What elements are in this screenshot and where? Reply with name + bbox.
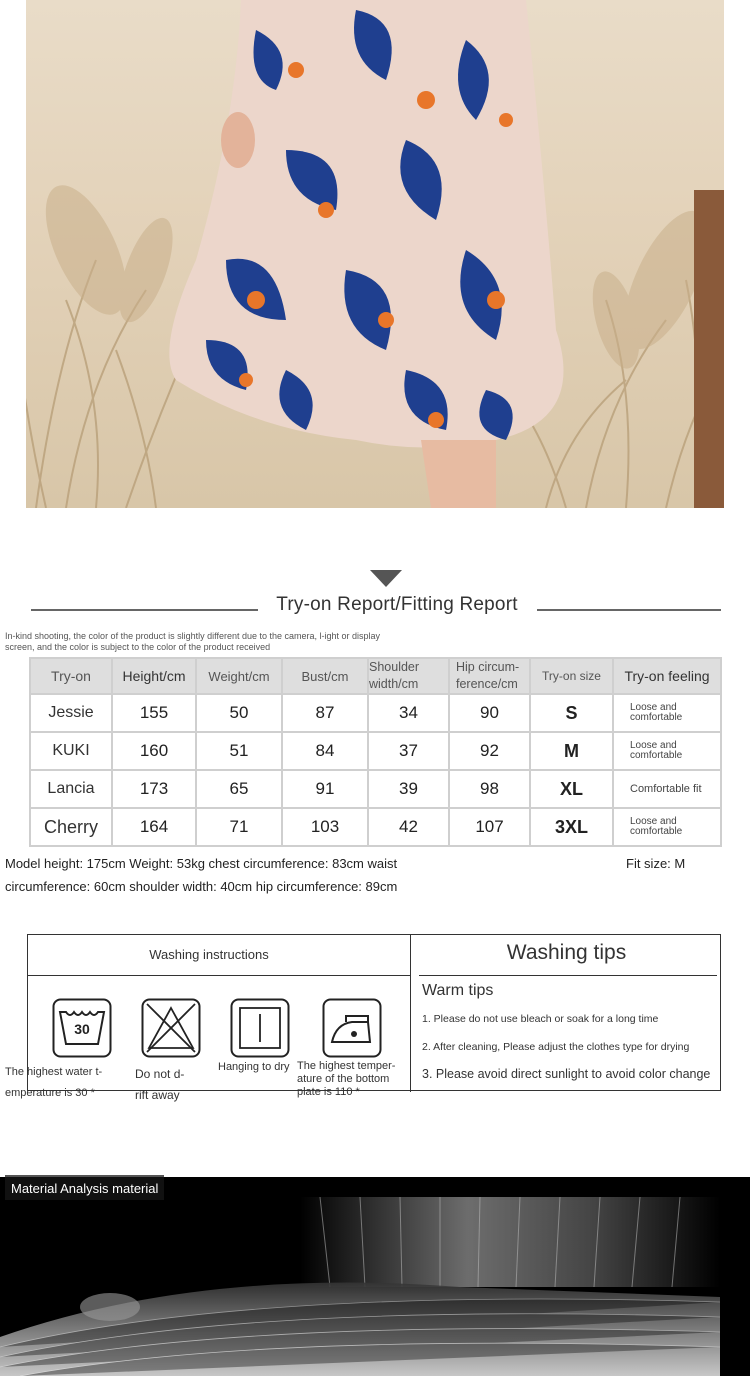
feeling-cell: Loose and comfortable bbox=[613, 732, 721, 770]
care-label bbox=[135, 1064, 184, 1106]
model-line-1: Model height: 175cm Weight: 53kg chest circumference: 83cm waist bbox=[5, 856, 398, 871]
washing-tips-title: Washing tips bbox=[506, 941, 627, 964]
bust-cell: 87 bbox=[282, 694, 368, 732]
hand bbox=[221, 112, 255, 168]
bust-cell: 103 bbox=[282, 808, 368, 846]
shoulder-cell: 39 bbox=[368, 770, 449, 808]
washing-tip: 2. After cleaning, Please adjust the clothes type for drying bbox=[422, 1041, 690, 1053]
size-cell: 3XL bbox=[530, 808, 613, 846]
hip-cell: 92 bbox=[449, 732, 530, 770]
feeling-cell: Loose and comfortable bbox=[613, 808, 721, 846]
care-label bbox=[297, 1060, 395, 1099]
column-header: Try-on bbox=[30, 658, 112, 694]
column-header: Shoulder width/cm bbox=[368, 658, 449, 694]
title-rule-right bbox=[537, 609, 721, 611]
model-line-2: circumference: 60cm shoulder width: 40cm hip circumference: 89cm bbox=[5, 879, 398, 894]
fabric-weaving-illustration bbox=[0, 1177, 750, 1376]
size-cell: XL bbox=[530, 770, 613, 808]
model-measurements bbox=[5, 852, 605, 898]
weight-cell: 51 bbox=[196, 732, 282, 770]
washing-instructions-title: Washing instructions bbox=[149, 947, 269, 962]
divider bbox=[28, 975, 410, 976]
wash-temperature: 30 bbox=[74, 1021, 90, 1037]
column-header: Height/cm bbox=[112, 658, 196, 694]
weight-cell: 71 bbox=[196, 808, 282, 846]
table-row bbox=[30, 770, 721, 808]
column-header: Hip circum-ference/cm bbox=[449, 658, 530, 694]
column-header: Bust/cm bbox=[282, 658, 368, 694]
hip-cell: 107 bbox=[449, 808, 530, 846]
divider bbox=[419, 975, 717, 976]
shoulder-cell: 42 bbox=[368, 808, 449, 846]
table-header-row bbox=[30, 658, 721, 694]
do-not-dry-clean-icon bbox=[141, 998, 201, 1058]
leg bbox=[421, 440, 496, 508]
table-row bbox=[30, 694, 721, 732]
feeling-cell: Loose and comfortable bbox=[613, 694, 721, 732]
iron-icon bbox=[322, 998, 382, 1058]
try-on-name: KUKI bbox=[30, 732, 112, 770]
shoulder-cell: 34 bbox=[368, 694, 449, 732]
dress-illustration bbox=[26, 0, 724, 508]
column-header: Weight/cm bbox=[196, 658, 282, 694]
column-header: Try-on size bbox=[530, 658, 613, 694]
feeling-cell: Comfortable fit bbox=[613, 770, 721, 808]
fitting-table bbox=[29, 657, 722, 847]
care-label-line: Hanging to dry bbox=[218, 1061, 290, 1073]
care-label-line: plate is 110 * bbox=[297, 1086, 360, 1098]
fit-size: Fit size: M bbox=[626, 856, 686, 871]
hip-cell: 90 bbox=[449, 694, 530, 732]
size-cell: S bbox=[530, 694, 613, 732]
hang-dry-icon bbox=[230, 998, 290, 1058]
care-label bbox=[5, 1062, 102, 1104]
table-row bbox=[30, 808, 721, 846]
down-arrow-icon bbox=[370, 570, 402, 587]
washing-tip: 3. Please avoid direct sunlight to avoid color change bbox=[422, 1067, 711, 1081]
report-title: Try-on Report/Fitting Report bbox=[258, 594, 536, 616]
wash-30-icon bbox=[52, 998, 112, 1058]
hip-cell: 98 bbox=[449, 770, 530, 808]
bust-cell: 84 bbox=[282, 732, 368, 770]
care-label-line: The highest water t- bbox=[5, 1066, 103, 1078]
washing-tip: 1. Please do not use bleach or soak for a long time bbox=[422, 1013, 659, 1025]
care-label-line: emperature is 30 * bbox=[5, 1087, 95, 1099]
color-disclaimer: In-kind shooting, the color of the product is slightly different due to the camera, l-ight or display screen, and the color is subject to the color of the product received bbox=[5, 631, 381, 652]
weight-cell: 50 bbox=[196, 694, 282, 732]
table-row bbox=[30, 732, 721, 770]
weight-cell: 65 bbox=[196, 770, 282, 808]
care-label-line: rift away bbox=[135, 1088, 180, 1102]
shoulder-cell: 37 bbox=[368, 732, 449, 770]
column-header: Try-on feeling bbox=[613, 658, 721, 694]
size-cell: M bbox=[530, 732, 613, 770]
product-photo bbox=[26, 0, 724, 508]
care-label-line: The highest temper- bbox=[297, 1060, 396, 1072]
height-cell: 164 bbox=[112, 808, 196, 846]
material-photo bbox=[0, 1177, 750, 1376]
material-analysis-label: Material Analysis material bbox=[5, 1175, 164, 1200]
try-on-name: Jessie bbox=[30, 694, 112, 732]
bust-cell: 91 bbox=[282, 770, 368, 808]
title-rule-left bbox=[31, 609, 261, 611]
care-label bbox=[218, 1057, 290, 1078]
height-cell: 155 bbox=[112, 694, 196, 732]
height-cell: 173 bbox=[112, 770, 196, 808]
height-cell: 160 bbox=[112, 732, 196, 770]
care-label-line: ature of the bottom bbox=[297, 1073, 390, 1085]
warm-tips-heading: Warm tips bbox=[422, 982, 494, 999]
try-on-name: Cherry bbox=[30, 808, 112, 846]
try-on-name: Lancia bbox=[30, 770, 112, 808]
wooden-post bbox=[694, 190, 724, 508]
care-label-line: Do not d- bbox=[135, 1067, 185, 1081]
